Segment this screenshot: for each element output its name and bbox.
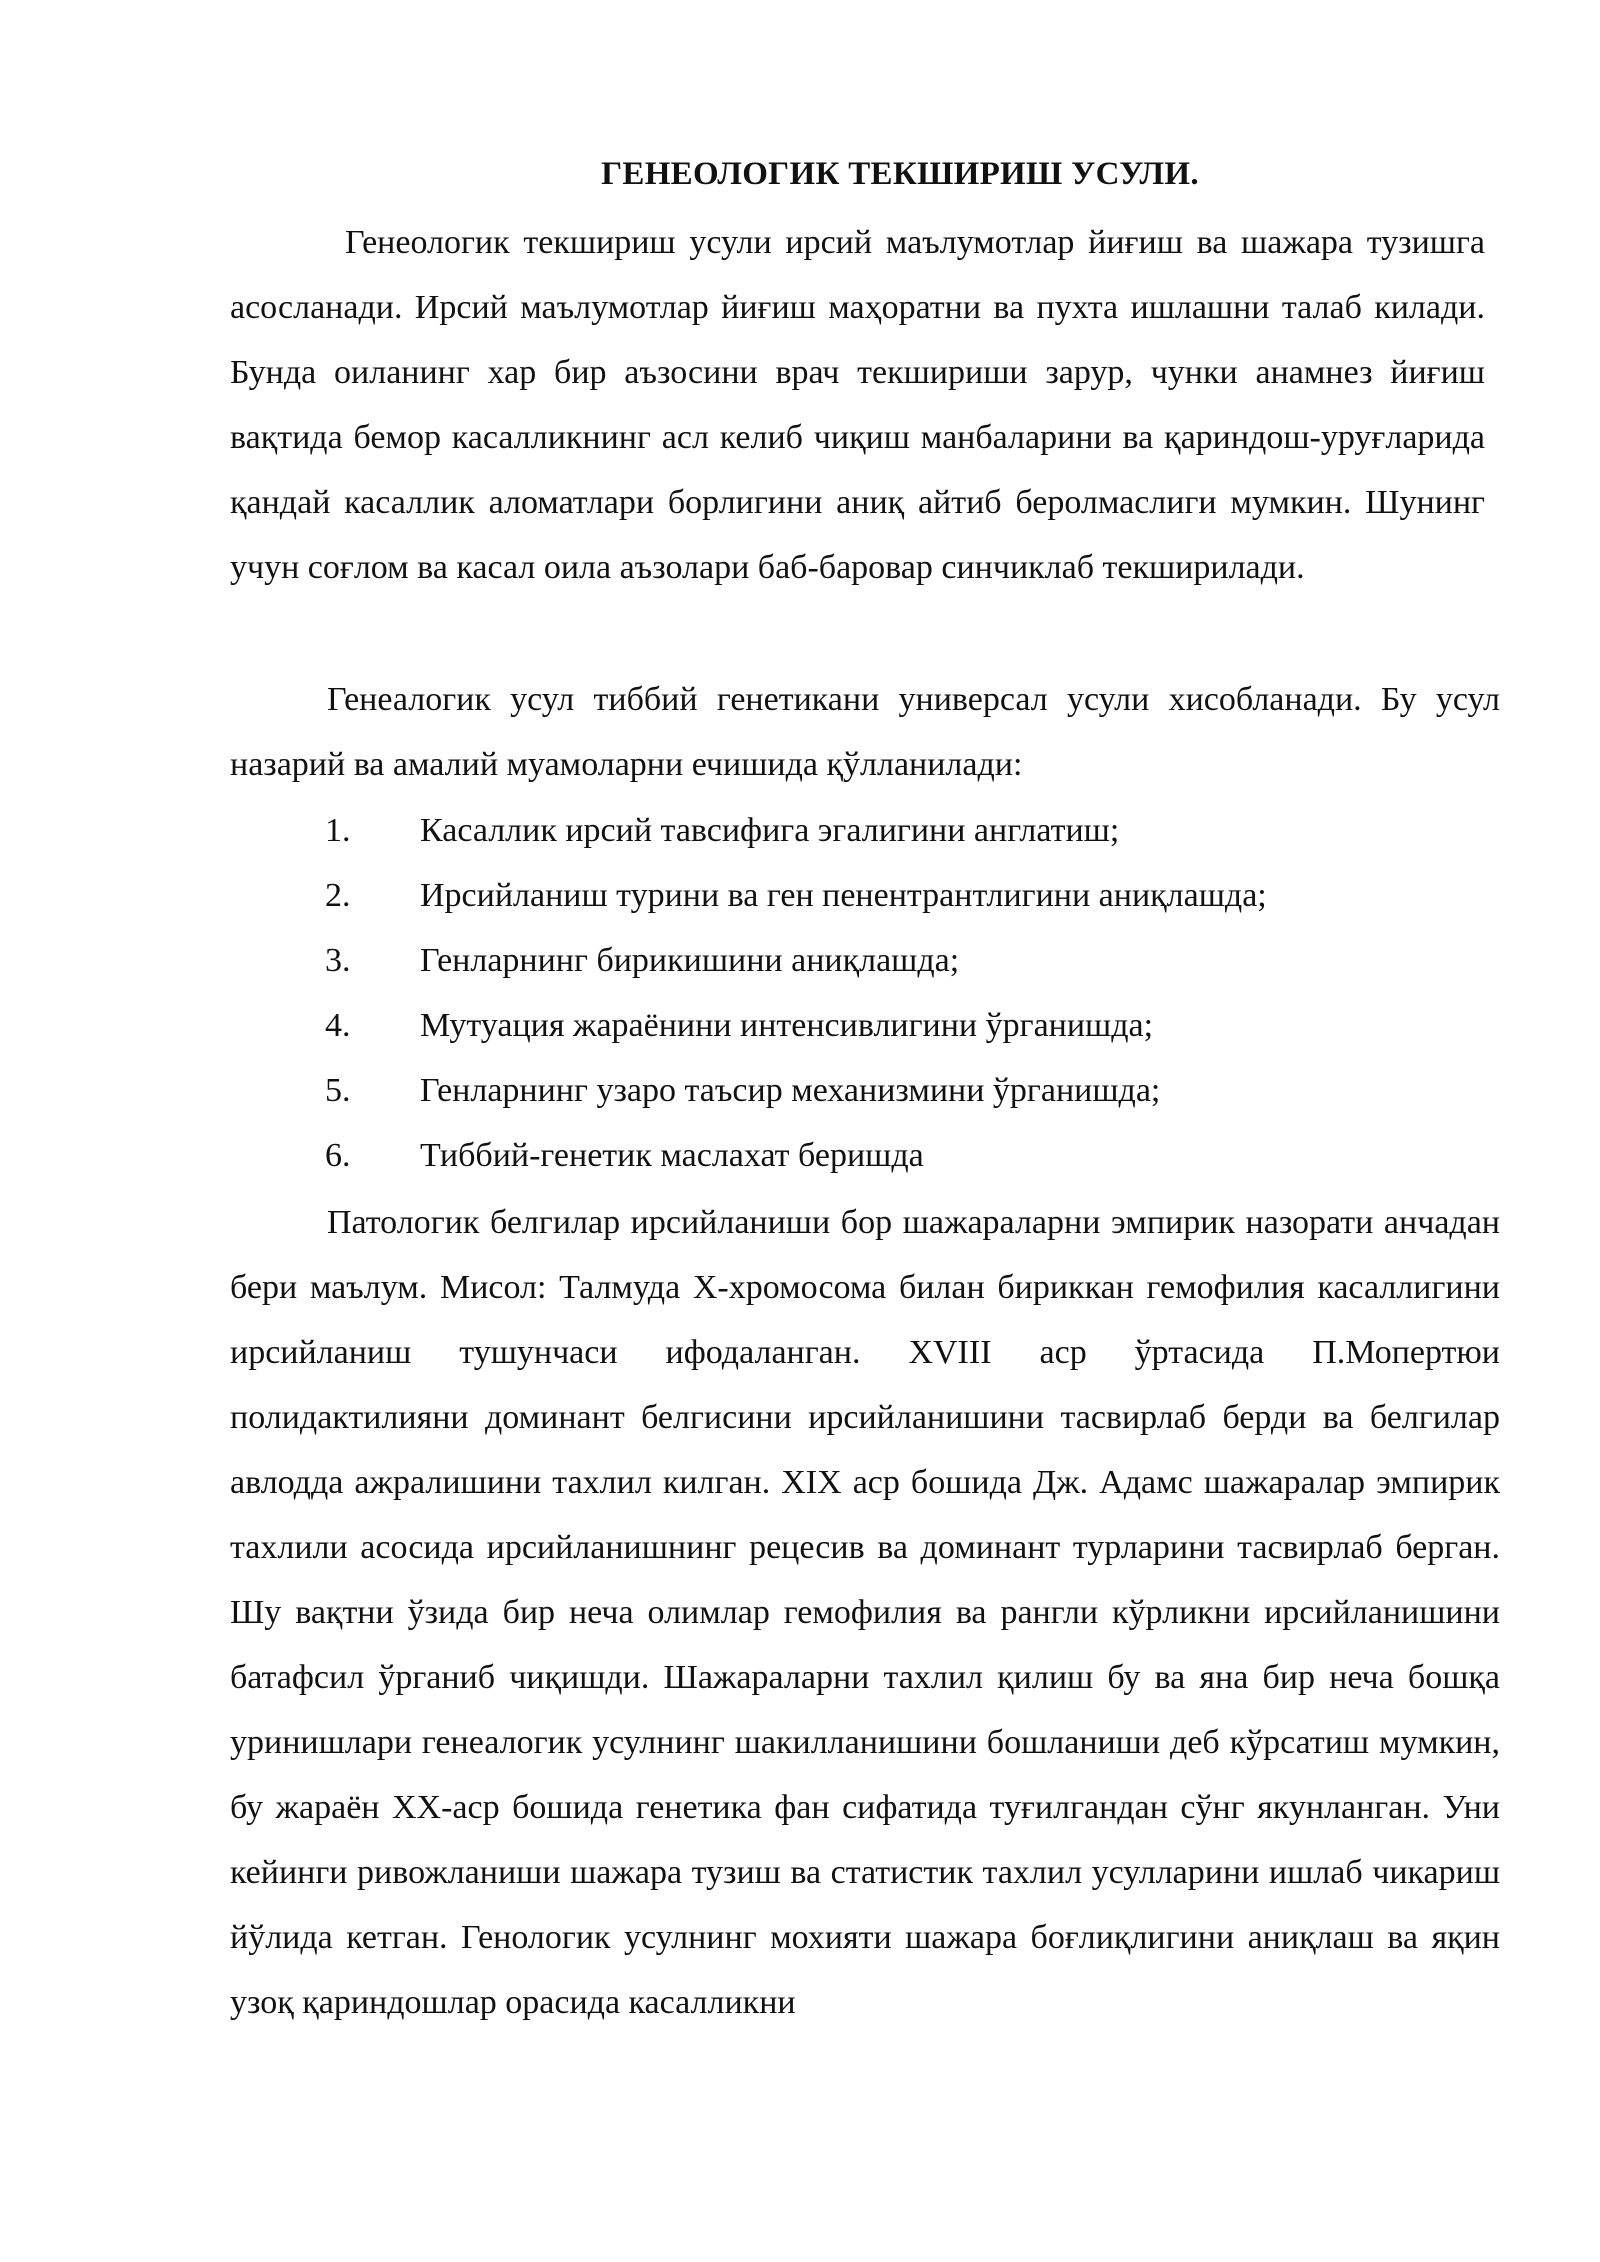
list-item-number: 3. <box>325 942 351 979</box>
list-item-number: 6. <box>325 1137 351 1174</box>
list-item-text: Генларнинг узаро таъсир механизмини ўрганишда; <box>420 1072 1161 1109</box>
list-item <box>230 993 1500 1058</box>
list-item <box>230 1058 1500 1123</box>
list-item <box>230 863 1500 928</box>
paragraph-method: Генеалогик усул тиббий генетикани универсал усули хисобланади. Бу усул назарий ва амалий муамоларни ечишида қўлланилади: <box>230 681 1500 783</box>
paragraph-history: Патологик белгилар ирсийланиши бор шажараларни эмпирик назорати анчадан бери маълум. Мисол: Талмуда X-хромосома билан бириккан гемофилия касаллигини ирсийланиш тушунчаси ифодаланган. XVIII аср ўртасида П.Мопертюи полидактилияни доминант белгисини ирсийланишини тасвирлаб берди ва белгилар авлодда ажралишини тахлил килган. XIX аср бошида Дж. Адамс шажаралар эмпирик тахлили асосида ирсийланишнинг рецесив ва доминант турларини тасвирлаб берган. Шу вақтни ўзида бир неча олимлар гемофилия ва рангли кўрликни ирсийланишини батафсил ўрганиб чиқишди. Шажараларни тахлил қилиш бу ва яна бир неча бошқа уринишлари генеалогик усулнинг шакилланишини бошланиши деб кўрсатиш мумкин, бу жараён XX-аср бошида генетика фан сифатида туғилгандан сўнг якунланган. Уни кейинги ривожланиши шажара тузиш ва статистик тахлил усулларини ишлаб чикариш йўлида кетган. Генологик усулнинг мохияти шажара боғлиқлигини аниқлаш ва яқин узоқ қариндошлар орасида касалликни <box>230 1204 1500 2021</box>
list-item-number: 4. <box>325 1007 351 1044</box>
list-item-number: 1. <box>325 812 351 849</box>
list-item <box>230 1123 1500 1188</box>
list-item-number: 5. <box>325 1072 351 1109</box>
list-item-text: Мутуация жараёнини интенсивлигини ўрганишда; <box>420 1007 1154 1044</box>
list-item <box>230 798 1500 863</box>
list-item-text: Тиббий-генетик маслахат беришда <box>420 1137 924 1174</box>
paragraph-intro: Генеологик текшириш усули ирсий маълумотлар йиғиш ва шажара тузишга асосланади. Ирсий маълумотлар йиғиш маҳоратни ва пухта ишлашни талаб килади. Бунда оиланинг хар бир аъзосини врач текшириши зарур, чунки анамнез йиғиш вақтида бемор касалликнинг асл келиб чиқиш манбаларини ва қариндош-уруғларида қандай касаллик аломатлари борлигини аниқ айтиб беролмаслиги мумкин. Шунинг учун соғлом ва касал оила аъзолари баб-баровар синчиклаб текширилади. <box>230 224 1485 586</box>
list-item <box>230 928 1500 993</box>
list-item-text: Касаллик ирсий тавсифига эгалигини англатиш; <box>420 812 1120 849</box>
list-item-text: Генларнинг бирикишини аниқлашда; <box>420 942 960 979</box>
list-item-text: Ирсийланиш турини ва ген пенентрантлигини аниқлашда; <box>420 877 1267 914</box>
list-item-number: 2. <box>325 877 351 914</box>
document-title: ГЕНЕОЛОГИК ТЕКШИРИШ УСУЛИ. <box>601 156 1199 192</box>
numbered-list <box>230 798 1500 1188</box>
